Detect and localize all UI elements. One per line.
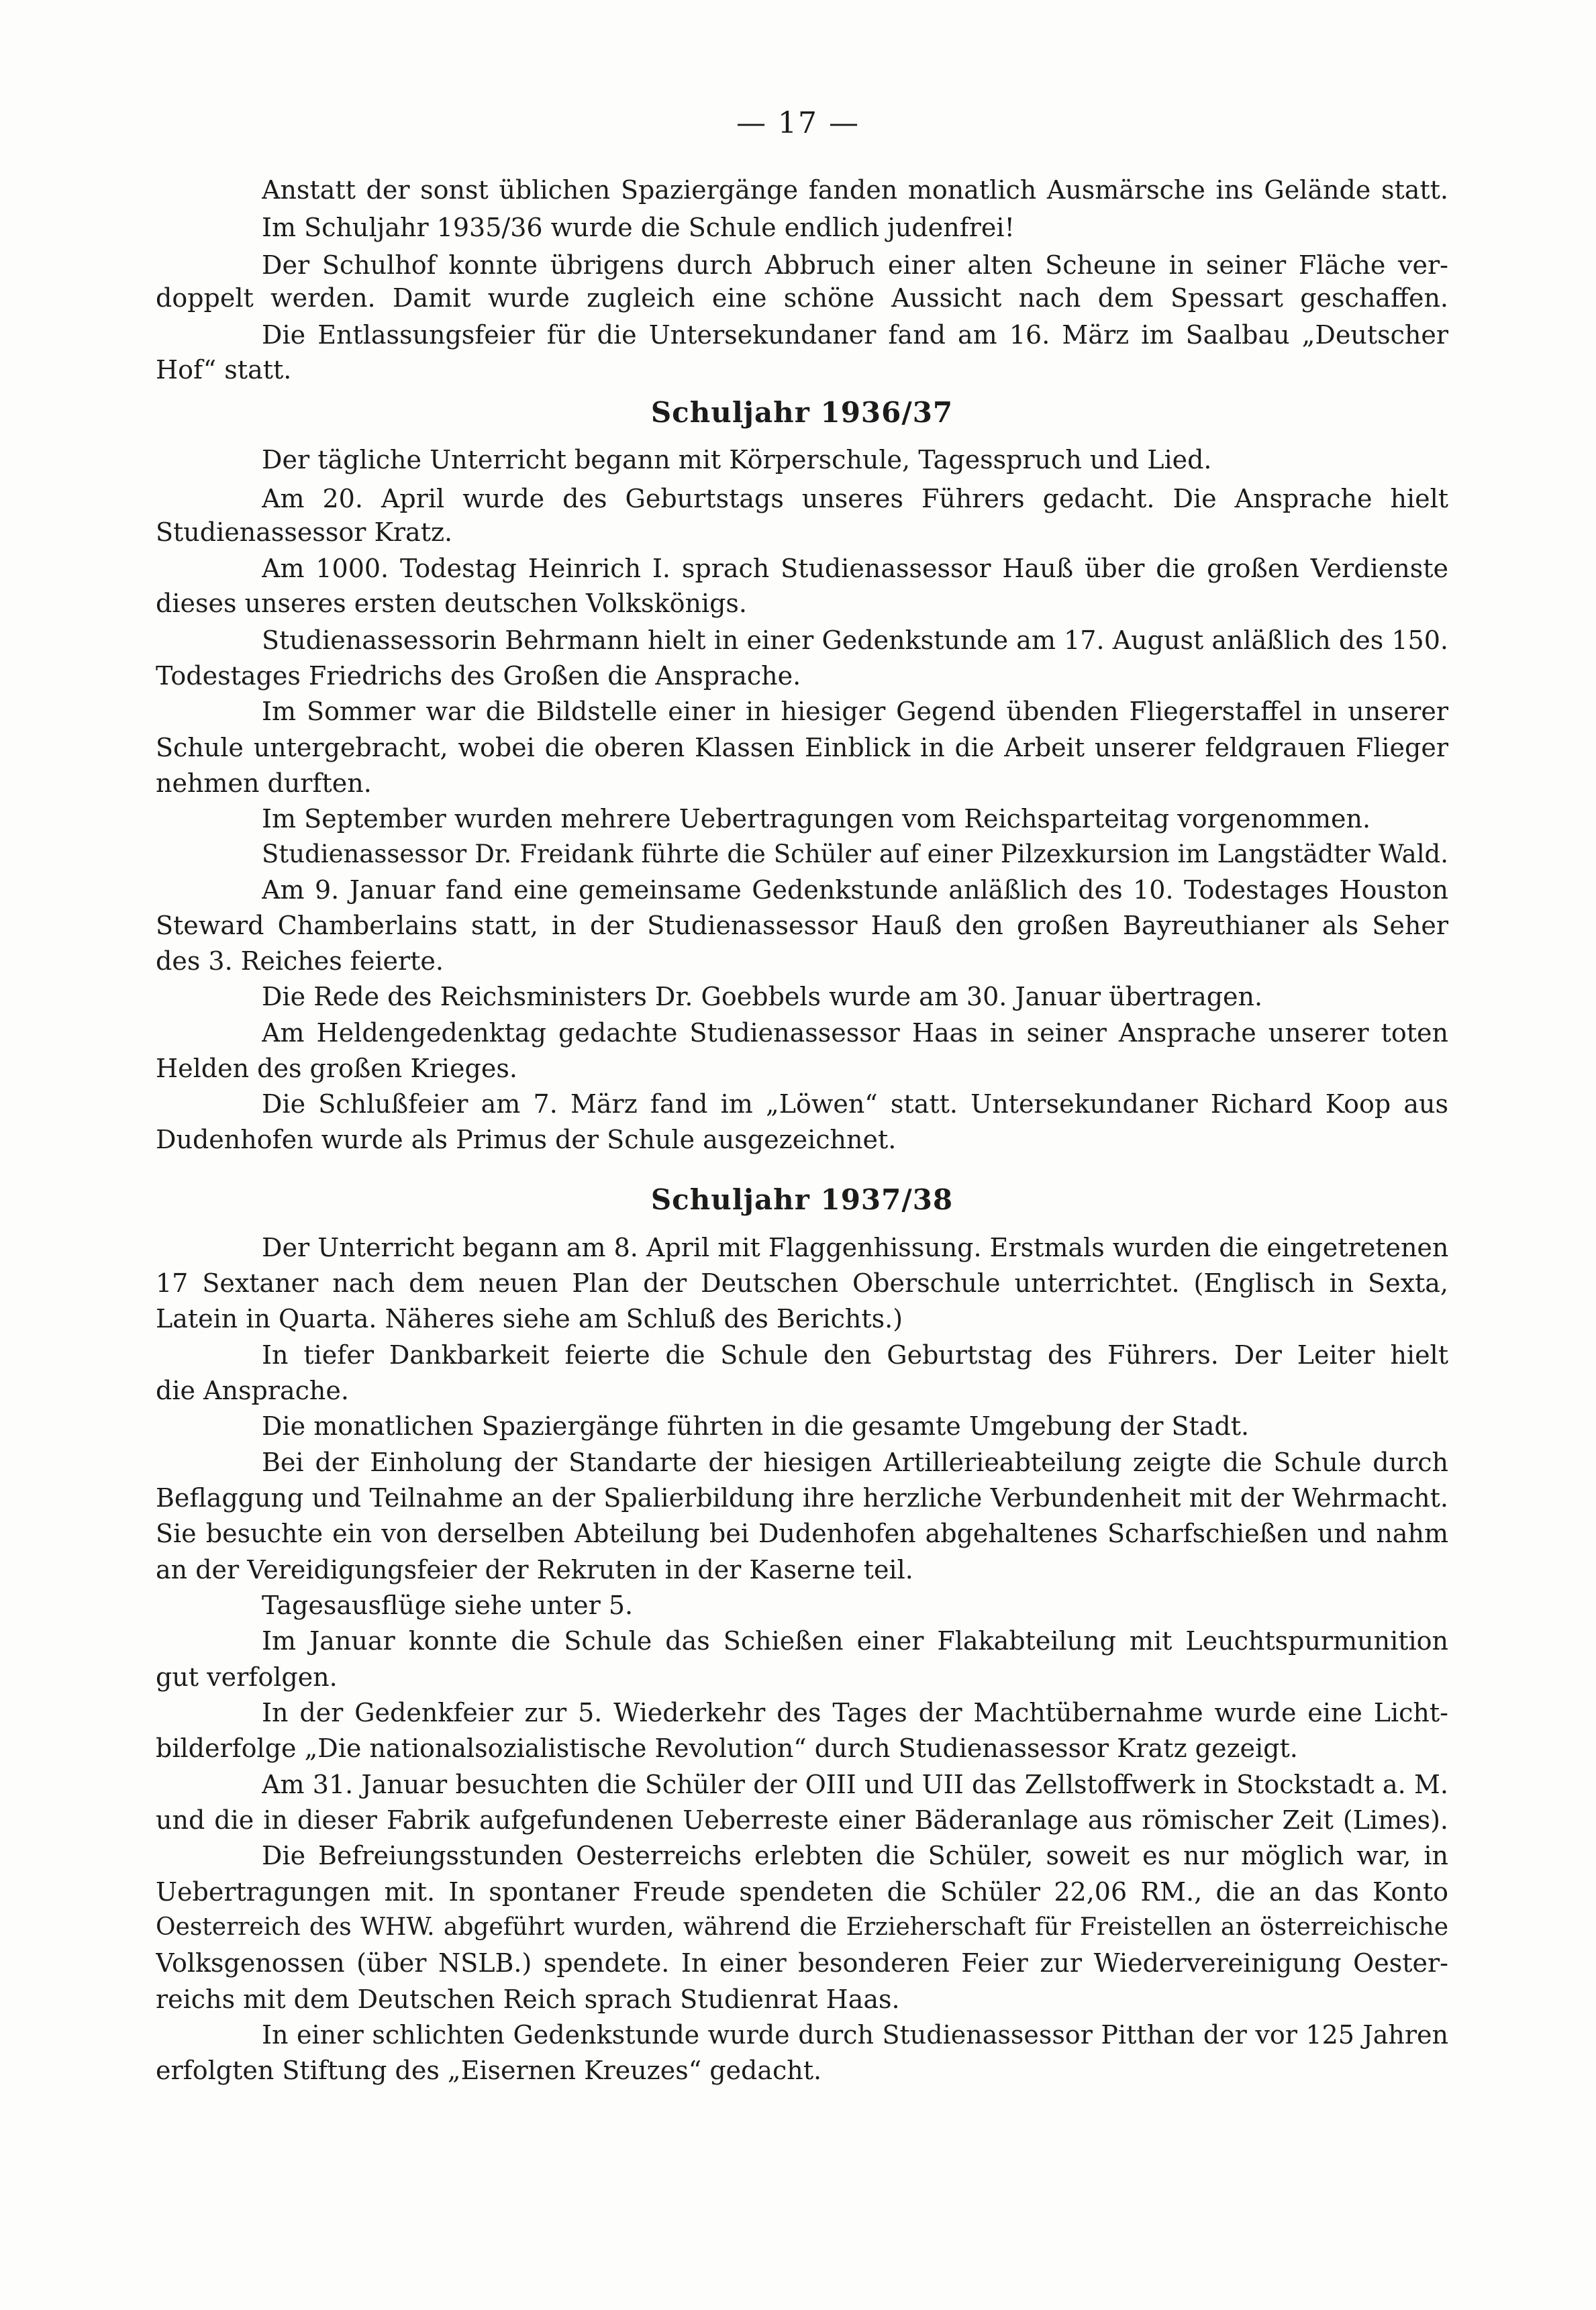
text-line: Hof“ statt. (156, 355, 292, 385)
text-line: Der Schulhof konnte übrigens durch Abbruch einer alten Scheune in seiner Fläche ver- (262, 250, 1448, 280)
text-line: reichs mit dem Deutschen Reich sprach Studienrat Haas. (156, 1985, 900, 2014)
text-line: In der Gedenkfeier zur 5. Wiederkehr des Tages der Machtübernahme wurde eine Licht- (262, 1698, 1448, 1727)
text-line: und die in dieser Fabrik aufgefundenen Ueberreste einer Bäderanlage aus römischer Zeit (Limes). (156, 1805, 1448, 1835)
text-line: Die Befreiungsstunden Oesterreichs erlebten die Schüler, soweit es nur möglich war, in (262, 1841, 1448, 1870)
section-heading-1937: Schuljahr 1937/38 (650, 1183, 954, 1216)
text-line: Tagesausflüge siehe unter 5. (262, 1591, 634, 1620)
text-line: Im Schuljahr 1935/36 wurde die Schule endlich judenfrei! (262, 213, 1015, 242)
text-line: Der tägliche Unterricht begann mit Körperschule, Tagesspruch und Lied. (262, 445, 1212, 474)
text-line: Volksgenossen (über NSLB.) spendete. In einer besonderen Feier zur Wiedervereinigung Oester- (156, 1948, 1448, 1978)
text-line: die Ansprache. (156, 1376, 349, 1405)
text-line: Am 31. Januar besuchten die Schüler der OIII und UII das Zellstoffwerk in Stockstadt a. M. (262, 1770, 1448, 1799)
text-line: Helden des großen Krieges. (156, 1054, 517, 1083)
text-line: doppelt werden. Damit wurde zugleich eine schöne Aussicht nach dem Spessart geschaffen. (156, 283, 1448, 313)
text-line: Latein in Quarta. Näheres siehe am Schluß des Berichts.) (156, 1304, 903, 1334)
text-line: Am Heldengedenktag gedachte Studienassessor Haas in seiner Ansprache unserer toten (262, 1018, 1448, 1048)
text-line: Die Schlußfeier am 7. März fand im „Löwen“ statt. Untersekundaner Richard Koop aus (262, 1089, 1448, 1119)
text-line: Im September wurden mehrere Uebertragungen vom Reichsparteitag vorgenommen. (262, 804, 1371, 834)
text-line: In einer schlichten Gedenkstunde wurde durch Studienassessor Pitthan der vor 125 Jahren (262, 2020, 1448, 2050)
text-line: bilderfolge „Die nationalsozialistische Revolution“ durch Studienassessor Kratz gezeigt. (156, 1734, 1298, 1763)
text-line: In tiefer Dankbarkeit feierte die Schule den Geburtstag des Führers. Der Leiter hielt (262, 1340, 1448, 1370)
text-line: erfolgten Stiftung des „Eisernen Kreuzes“ gedacht. (156, 2056, 822, 2085)
text-line: an der Vereidigungsfeier der Rekruten in der Kaserne teil. (156, 1555, 913, 1585)
text-line: Sie besuchte ein von derselben Abteilung bei Dudenhofen abgehaltenes Scharfschießen und nahm (156, 1519, 1448, 1548)
text-line: Schule untergebracht, wobei die oberen Klassen Einblick in die Arbeit unserer feldgrauen Flieger (156, 733, 1448, 762)
text-line: Studienassessor Kratz. (156, 517, 453, 547)
text-line: Im Januar konnte die Schule das Schießen einer Flakabteilung mit Leuchtspurmunition (262, 1626, 1448, 1656)
page-number: — 17 — (736, 106, 860, 140)
text-line: Bei der Einholung der Standarte der hiesigen Artillerieabteilung zeigte die Schule durch (262, 1448, 1448, 1477)
section-heading-1936: Schuljahr 1936/37 (650, 396, 954, 429)
text-line: Am 1000. Todestag Heinrich I. sprach Studienassessor Hauß über die großen Verdienste (262, 554, 1448, 583)
text-line: Der Unterricht begann am 8. April mit Flaggenhissung. Erstmals wurden die eingetretenen (262, 1233, 1448, 1262)
text-line: Die Rede des Reichsministers Dr. Goebbels wurde am 30. Januar übertragen. (262, 982, 1263, 1011)
text-line: Todestages Friedrichs des Großen die Ansprache. (156, 661, 801, 691)
text-line: nehmen durften. (156, 768, 372, 798)
text-line: Oesterreich des WHW. abgeführt wurden, während die Erzieherschaft für Freistellen an österreichische (156, 1913, 1448, 1941)
text-line: 17 Sextaner nach dem neuen Plan der Deutschen Oberschule unterrichtet. (Englisch in Sexta, (156, 1268, 1448, 1298)
text-line: Studienassessor Dr. Freidank führte die Schüler auf einer Pilzexkursion im Langstädter Wald. (262, 840, 1448, 868)
text-line: Am 9. Januar fand eine gemeinsame Gedenkstunde anläßlich des 10. Todestages Houston (262, 875, 1448, 905)
text-line: Studienassessorin Behrmann hielt in einer Gedenkstunde am 17. August anläßlich des 150. (262, 625, 1448, 655)
text-line: gut verfolgen. (156, 1662, 338, 1692)
text-line: Am 20. April wurde des Geburtstags unseres Führers gedacht. Die Ansprache hielt (262, 484, 1448, 513)
text-line: Dudenhofen wurde als Primus der Schule ausgezeichnet. (156, 1125, 897, 1154)
text-line: Beflaggung und Teilnahme an der Spalierbildung ihre herzliche Verbundenheit mit der Wehrmacht. (156, 1483, 1448, 1513)
text-line: Steward Chamberlains statt, in der Studienassessor Hauß den großen Bayreuthianer als Seher (156, 911, 1448, 940)
text-line: Die Entlassungsfeier für die Untersekundaner fand am 16. März im Saalbau „Deutscher (262, 320, 1448, 350)
text-line: dieses unseres ersten deutschen Volkskönigs. (156, 589, 747, 618)
text-line: Im Sommer war die Bildstelle einer in hiesiger Gegend übenden Fliegerstaffel in unserer (262, 697, 1448, 726)
text-line: Die monatlichen Spaziergänge führten in die gesamte Umgebung der Stadt. (262, 1411, 1250, 1441)
text-line: des 3. Reiches feierte. (156, 946, 444, 976)
text-line: Uebertragungen mit. In spontaner Freude spendeten die Schüler 22,06 RM., die an das Konto (156, 1877, 1448, 1907)
text-line: Anstatt der sonst üblichen Spaziergänge fanden monatlich Ausmärsche ins Gelände statt. (262, 175, 1448, 205)
